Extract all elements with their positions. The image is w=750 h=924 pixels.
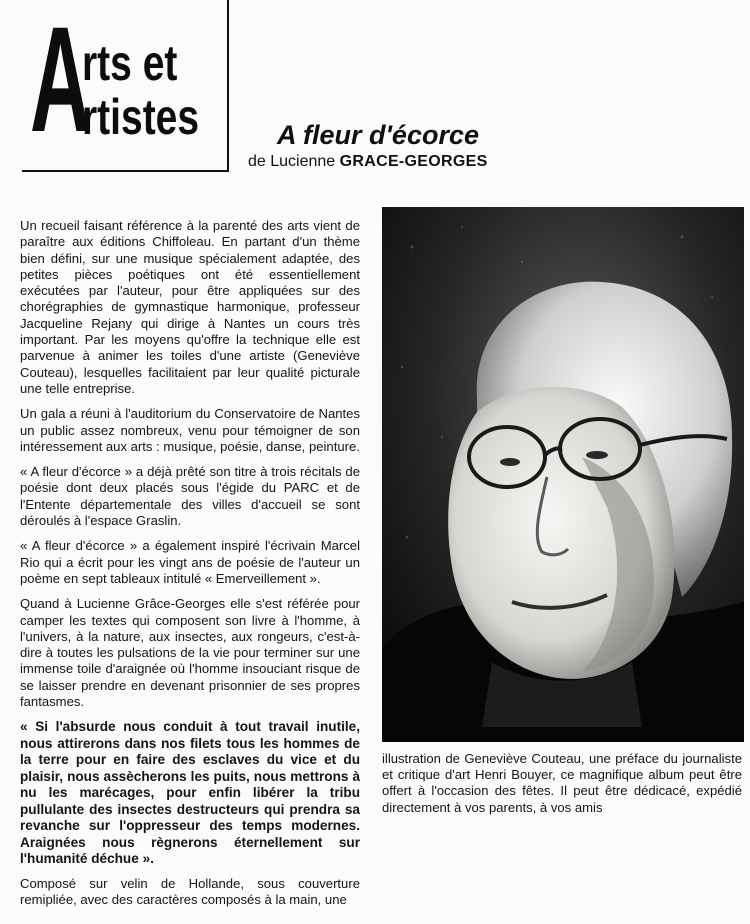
masthead-initial: A (30, 0, 88, 163)
portrait-photo-icon (382, 207, 744, 742)
masthead-line-1: rts et (82, 35, 178, 91)
quote-paragraph: « Si l'absurde nous conduit à tout travail inutile, nous attirerons dans nos filets tous les hommes de la terre pour en faire des esclaves du vice et du plaisir, nous assècherons les puits, nous mettrons à nu les marécages, pour enfin libérer la tribu pullulante des insectes destructeurs qui prendra sa revanche sur l'oppresseur des temps modernes. Araignées nous règnerons éternellement sur l'humanité déchue ». (20, 719, 360, 867)
article-byline (248, 153, 488, 171)
paragraph-6: Composé sur velin de Hollande, sous couverture remipliée, avec des caractères composés à la main, une (20, 875, 360, 908)
paragraph-3: « A fleur d'écorce » a déjà prêté son titre à trois récitals de poésie dont deux placés sous l'égide du PARC et de l'Entente départementale des villes d'accueil se sont déroulés à l'espace Graslin. (20, 464, 360, 529)
masthead-line-2: rtistes (82, 89, 200, 145)
article-title: A fleur d'écorce (277, 120, 479, 150)
paragraph-5: Quand à Lucienne Grâce-Georges elle s'est référée pour camper les textes qui composent son livre à l'homme, à l'univers, à la nature, aux insectes, aux rongeurs, c'est-à-dire à toutes les pulsations de la vie pour terminer sur une immense toile d'araignée où l'homme insouciant risque de se laisser prendre en devenant prisonnier de ses propres fantasmes. (20, 596, 360, 710)
photo-caption: illustration de Geneviève Couteau, une préface du journaliste et critique d'art Henri Bouyer, ce magnifique album peut être offert à l'occasion des fêtes. Il peut être dédicacé, expédié directement à vos parents, à vos amis (382, 751, 742, 815)
byline-prefix: de Lucienne (248, 153, 340, 170)
portrait-photo (382, 207, 744, 742)
paragraph-4: « A fleur d'écorce » a également inspiré l'écrivain Marcel Rio qui a écrit pour les vingt ans de poésie de l'auteur un poème en sept tableaux intitulé « Emerveillement ». (20, 538, 360, 586)
paragraph-2: Un gala a réuni à l'auditorium du Conservatoire de Nantes un public assez nombreux, venu pour témoigner de son intéressement aux arts : musique, poésie, danse, peinture. (20, 406, 360, 454)
paragraph-1: Un recueil faisant référence à la parenté des arts vient de paraître aux éditions Chiffoleau. En partant d'un thème bien défini, sur une musique spécialement adaptée, des petites pièces poétiques ont été essentiellement exécutées par l'auteur, pour être appliquées sur des chorégraphies de gymnastique harmonique, professeur Jacqueline Rejany qui dirige à Nantes un cours très important. Par les moyens qu'offre la technique elle est parvenue à animer les toiles d'une artiste (Geneviève Couteau), lesquelles facilitaient par leur qualité picturale une telle entreprise. (20, 218, 360, 396)
masthead-logo (22, 0, 229, 172)
byline-author: GRACE-GEORGES (339, 153, 488, 170)
article-body (20, 218, 360, 917)
